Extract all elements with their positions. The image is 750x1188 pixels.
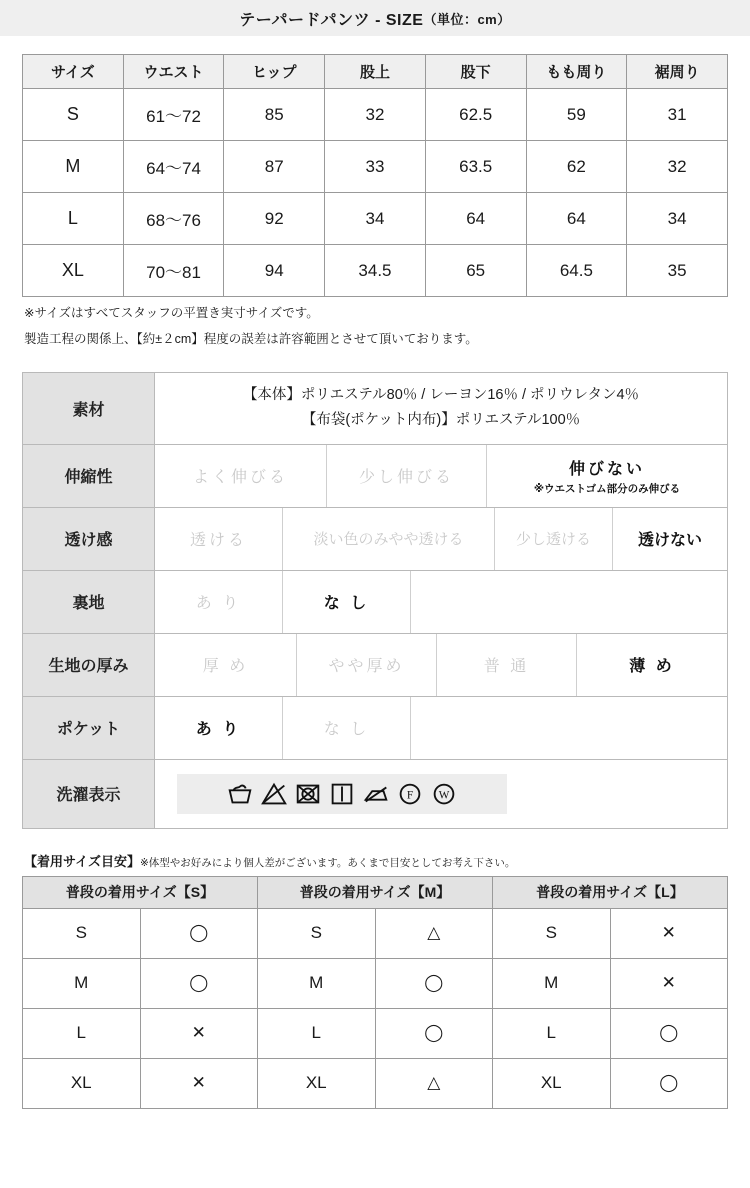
guide-fit-mark: △ xyxy=(375,1058,493,1108)
spec-row-stretch xyxy=(23,444,728,507)
dry-clean-f-icon xyxy=(395,779,425,809)
measurement-note-1: ※サイズはすべてスタッフの平置き実寸サイズです。 xyxy=(24,306,319,320)
wear-guide-title-main: 【着用サイズ目安】 xyxy=(24,853,140,869)
option-label: やや厚め xyxy=(328,658,405,675)
table-row xyxy=(23,141,728,193)
option-label: 伸びない xyxy=(568,460,645,478)
cell-size: L xyxy=(23,193,124,245)
guide-size-label: M xyxy=(23,958,141,1008)
cell-size: S xyxy=(23,89,124,141)
cell-waist: 61〜72 xyxy=(123,89,224,141)
cell-size: M xyxy=(23,141,124,193)
guide-size-label: S xyxy=(493,908,611,958)
page-title: テーパードパンツ - SIZE xyxy=(239,11,424,29)
thickness-option-normal xyxy=(437,634,577,696)
guide-fit-mark: ◯ xyxy=(610,1008,728,1058)
cell-inseam: 62.5 xyxy=(425,89,526,141)
hand-wash-icon xyxy=(225,779,255,809)
guide-row xyxy=(23,1058,728,1108)
guide-size-label: XL xyxy=(493,1058,611,1108)
cell-waist: 64〜74 xyxy=(123,141,224,193)
care-symbols-strip xyxy=(177,774,507,814)
col-header-hip: ヒップ xyxy=(224,55,325,89)
cell-inseam: 64 xyxy=(425,193,526,245)
guide-fit-mark: △ xyxy=(375,908,493,958)
guide-size-label: L xyxy=(493,1008,611,1058)
table-row xyxy=(23,89,728,141)
cell-rise: 32 xyxy=(325,89,426,141)
cell-thigh: 64.5 xyxy=(526,245,627,297)
cell-size: XL xyxy=(23,245,124,297)
wear-size-guide-table xyxy=(22,876,728,1109)
guide-size-label: XL xyxy=(258,1058,376,1108)
sheer-option-light-colors xyxy=(283,508,495,570)
guide-fit-mark: ◯ xyxy=(375,958,493,1008)
stretch-option-much xyxy=(155,445,327,507)
spec-row-lining xyxy=(23,570,728,633)
guide-row xyxy=(23,958,728,1008)
spec-row-sheerness xyxy=(23,507,728,570)
guide-fit-mark: ✕ xyxy=(140,1058,258,1108)
cell-rise: 34.5 xyxy=(325,245,426,297)
cell-hem: 35 xyxy=(627,245,728,297)
spec-label-stretch: 伸縮性 xyxy=(23,444,155,507)
lining-option-no xyxy=(283,571,411,633)
spec-row-pocket xyxy=(23,696,728,759)
guide-fit-mark: ◯ xyxy=(140,958,258,1008)
spec-value-stretch xyxy=(155,444,728,507)
spec-value-care xyxy=(155,759,728,828)
cell-hem: 31 xyxy=(627,89,728,141)
sheer-option-sheer xyxy=(155,508,283,570)
spec-label-thickness: 生地の厚み xyxy=(23,633,155,696)
svg-text:F: F xyxy=(406,789,414,802)
guide-size-label: S xyxy=(258,908,376,958)
guide-fit-mark: ✕ xyxy=(610,908,728,958)
option-label: な し xyxy=(323,721,370,738)
guide-fit-mark: ◯ xyxy=(140,908,258,958)
guide-fit-mark: ✕ xyxy=(140,1008,258,1058)
guide-row xyxy=(23,1008,728,1058)
cell-hip: 85 xyxy=(224,89,325,141)
cell-inseam: 63.5 xyxy=(425,141,526,193)
cell-hip: 87 xyxy=(224,141,325,193)
spec-value-material xyxy=(155,372,728,444)
size-measurement-table xyxy=(22,54,728,297)
wear-guide-title-note: ※体型やお好みにより個人差がございます。あくまで目安としてお考え下さい。 xyxy=(139,856,516,869)
spec-label-pocket: ポケット xyxy=(23,696,155,759)
cell-waist: 68〜76 xyxy=(123,193,224,245)
spec-value-lining xyxy=(155,570,728,633)
thickness-option-thick xyxy=(155,634,297,696)
spec-value-sheerness xyxy=(155,507,728,570)
table-header-row xyxy=(23,55,728,89)
pocket-option-spacer xyxy=(411,697,727,759)
option-label: 透けない xyxy=(637,532,702,549)
guide-col-header-m: 普段の着用サイズ【M】 xyxy=(258,876,493,908)
option-label: 普 通 xyxy=(483,658,530,675)
stretch-option-little xyxy=(327,445,487,507)
col-header-waist: ウエスト xyxy=(123,55,224,89)
cell-inseam: 65 xyxy=(425,245,526,297)
col-header-size: サイズ xyxy=(23,55,124,89)
guide-fit-mark: ◯ xyxy=(610,1058,728,1108)
cell-thigh: 64 xyxy=(526,193,627,245)
option-label: よく伸びる xyxy=(192,469,288,486)
option-label: あ り xyxy=(195,721,242,738)
guide-fit-mark: ✕ xyxy=(610,958,728,1008)
cell-hem: 34 xyxy=(627,193,728,245)
measurement-note-2: 製造工程の関係上、【約±２cm】程度の誤差は許容範囲とさせて頂いております。 xyxy=(24,332,478,347)
spec-label-sheerness: 透け感 xyxy=(23,507,155,570)
option-label: 淡い色のみやや透ける xyxy=(313,531,464,548)
table-row xyxy=(23,193,728,245)
col-header-hem: 裾周り xyxy=(627,55,728,89)
sheer-option-none xyxy=(613,508,727,570)
spec-label-care: 洗濯表示 xyxy=(23,759,155,828)
wear-guide-title xyxy=(24,851,728,870)
guide-fit-mark: ◯ xyxy=(375,1008,493,1058)
svg-text:W: W xyxy=(438,789,450,802)
cell-hip: 92 xyxy=(224,193,325,245)
option-label: 厚 め xyxy=(202,658,249,675)
cell-rise: 34 xyxy=(325,193,426,245)
cell-hip: 94 xyxy=(224,245,325,297)
spec-row-material xyxy=(23,372,728,444)
guide-size-label: XL xyxy=(23,1058,141,1108)
pocket-option-yes xyxy=(155,697,283,759)
cell-rise: 33 xyxy=(325,141,426,193)
pocket-option-no xyxy=(283,697,411,759)
no-bleach-icon xyxy=(259,779,289,809)
spec-label-lining: 裏地 xyxy=(23,570,155,633)
sheer-option-slight xyxy=(495,508,613,570)
lining-option-yes xyxy=(155,571,283,633)
option-label: 透ける xyxy=(189,532,247,549)
page-header xyxy=(0,0,750,36)
guide-size-label: M xyxy=(258,958,376,1008)
cell-hem: 32 xyxy=(627,141,728,193)
thickness-option-somewhat-thick xyxy=(297,634,437,696)
product-spec-table xyxy=(22,372,728,829)
guide-row xyxy=(23,908,728,958)
no-tumble-dry-icon xyxy=(293,779,323,809)
spec-label-material: 素材 xyxy=(23,372,155,444)
wet-clean-w-icon xyxy=(429,779,459,809)
spec-value-pocket xyxy=(155,696,728,759)
cell-thigh: 59 xyxy=(526,89,627,141)
no-iron-icon xyxy=(361,779,391,809)
option-label: な し xyxy=(323,595,370,612)
cell-thigh: 62 xyxy=(526,141,627,193)
unit-label: （単位：cm） xyxy=(423,11,511,27)
material-line-1: 【本体】ポリエステル80％ / レーヨン16％ / ポリウレタン4％ xyxy=(242,386,640,403)
cell-waist: 70〜81 xyxy=(123,245,224,297)
guide-col-header-s: 普段の着用サイズ【S】 xyxy=(23,876,258,908)
guide-col-header-l: 普段の着用サイズ【L】 xyxy=(493,876,728,908)
option-subtext: ※ウエストゴム部分のみ伸びる xyxy=(533,482,681,495)
drip-dry-icon xyxy=(327,779,357,809)
lining-option-spacer xyxy=(411,571,727,633)
col-header-thigh: もも周り xyxy=(526,55,627,89)
table-row xyxy=(23,245,728,297)
option-label: 少し伸びる xyxy=(358,469,454,486)
stretch-option-none xyxy=(487,445,727,507)
guide-size-label: L xyxy=(23,1008,141,1058)
spec-row-care xyxy=(23,759,728,828)
guide-size-label: M xyxy=(493,958,611,1008)
col-header-rise: 股上 xyxy=(325,55,426,89)
guide-size-label: L xyxy=(258,1008,376,1058)
material-line-2: 【布袋(ポケット内布)】ポリエステル100％ xyxy=(301,412,581,429)
guide-size-label: S xyxy=(23,908,141,958)
option-label: 少し透ける xyxy=(515,531,591,548)
option-label: 薄 め xyxy=(629,658,675,675)
spec-value-thickness xyxy=(155,633,728,696)
option-label: あ り xyxy=(195,595,242,612)
spec-row-thickness xyxy=(23,633,728,696)
thickness-option-thin xyxy=(577,634,727,696)
col-header-inseam: 股下 xyxy=(425,55,526,89)
guide-header-row xyxy=(23,876,728,908)
